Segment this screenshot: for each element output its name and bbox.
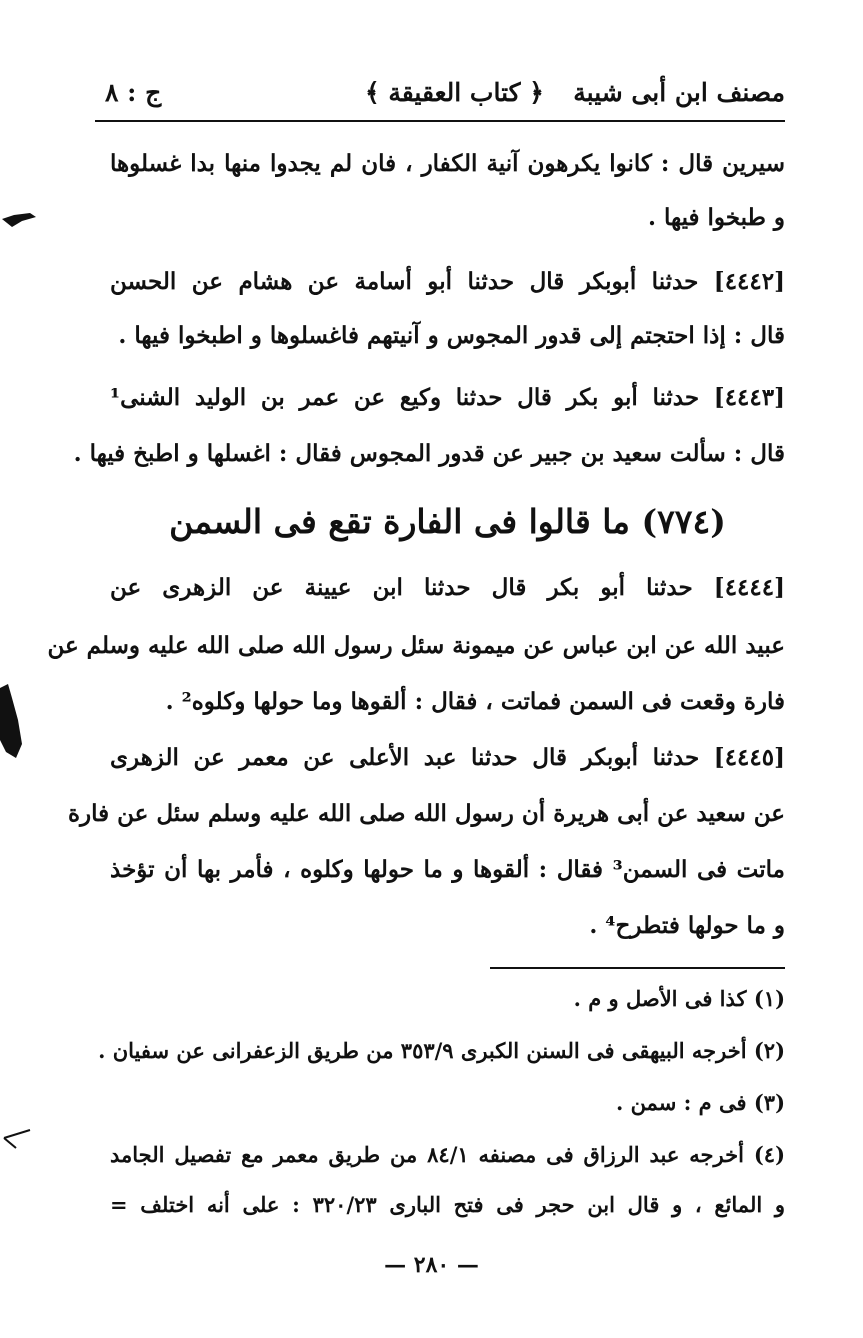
section-heading: (٧٧٤) ما قالوا فى الفارة تقع فى السمن [169,502,726,541]
text-line: قال : سألت سعيد بن جبير عن قدور المجوس فقال : اغسلها و اطبخ فيها . [73,440,785,467]
footnote: و المائع ، و قال ابن حجر فى فتح البارى ٣٢٠/٢٣ : على أنه اختلف = [110,1192,786,1217]
text-line: قال : إذا احتجتم إلى قدور المجوس و آنيتهم فاغسلوها و اطبخوا فيها . [118,322,785,349]
header-rule [95,120,785,122]
text-line: و ما حولها فتطرح⁴ . [589,912,785,939]
hadith-line: [٤٤٤٥] حدثنا أبوبكر قال حدثنا عبد الأعلى عن معمر عن الزهرى [110,744,785,771]
text-line: عن سعيد عن أبى هريرة أن رسول الله صلى الله عليه وسلم سئل عن فارة [67,800,785,827]
hadith-line: [٤٤٤٢] حدثنا أبوبكر قال حدثنا أبو أسامة عن هشام عن الحسن [110,268,785,295]
volume-number: ج : ٨ [105,78,162,107]
footnote: (٣) فى م : سمن . [615,1090,785,1115]
footnote: (٢) أخرجه البيهقى فى السنن الكبرى ٣٥٣/٩ من طريق الزعفرانى عن سفيان . [98,1038,785,1063]
text-line: عبيد الله عن ابن عباس عن ميمونة سئل رسول الله صلى الله عليه وسلم عن [47,632,785,659]
text-line: فارة وقعت فى السمن فماتت ، فقال : ألقوها وما حولها وكلوه² . [165,688,785,715]
text-line: سيرين قال : كانوا يكرهون آنية الكفار ، فان لم يجدوا منها بدا غسلوها [110,150,785,177]
page-number: — ٢٨٠ — [384,1252,479,1278]
footnote: (١) كذا فى الأصل و م . [573,986,785,1011]
text-line: ماتت فى السمن³ فقال : ألقوها و ما حولها وكلوه ، فأمر بها أن تؤخذ [110,856,785,883]
hadith-line: [٤٤٤٤] حدثنا أبو بكر قال حدثنا ابن عيينة عن الزهرى عن [110,574,785,601]
footnote: (٤) أخرجه عبد الرزاق فى مصنفه ٨٤/١ من طريق معمر مع تفصيل الجامد [110,1142,785,1167]
margin-mark-bottom [0,1118,40,1158]
margin-blot [0,680,40,770]
running-header [95,70,785,118]
hadith-line: [٤٤٤٣] حدثنا أبو بكر قال حدثنا وكيع عن عمر بن الوليد الشنى¹ [110,384,785,411]
margin-mark-top [0,205,40,235]
text-line: و طبخوا فيها . [647,204,785,231]
footnote-rule [490,967,785,969]
book-title: مصنف ابن أبى شيبة [573,78,785,107]
chapter-title: ﴿ كتاب العقيقة ﴾ [365,78,544,107]
